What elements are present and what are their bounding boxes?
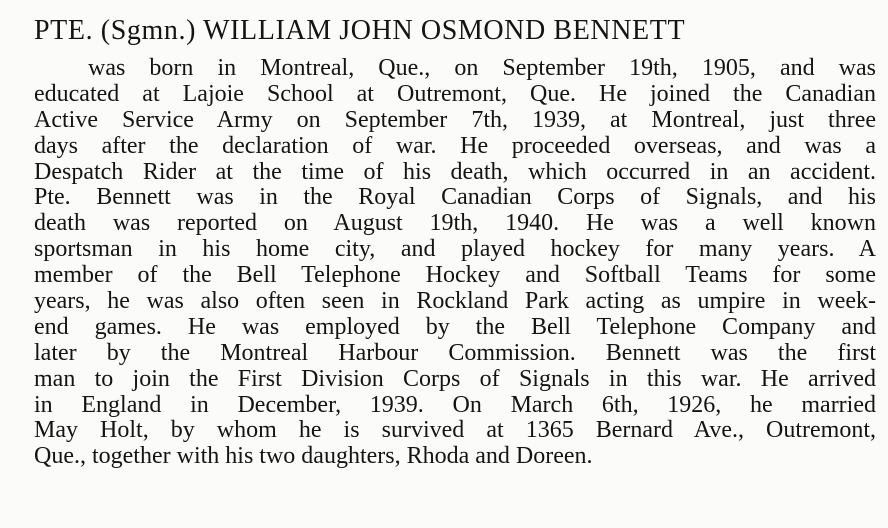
text-line: end games. He was employed by the Bell Telephone Company and [34, 314, 876, 340]
text-line: Que., together with his two daughters, Rhoda and Doreen. [34, 444, 593, 470]
text-line: Despatch Rider at the time of his death, which occurred in an accident. [34, 159, 876, 185]
text-line: days after the declaration of war. He proceeded overseas, and was a [34, 133, 876, 159]
rank-abbreviation: PTE. [34, 15, 94, 46]
text-line: was born in Montreal, Que., on September 19th, 1905, and was [88, 56, 876, 81]
text-line: sportsman in his home city, and played hockey for many years. A [34, 237, 876, 263]
text-line: years, he was also often seen in Rockland Park acting as umpire in week- [34, 289, 876, 315]
text-line: Pte. Bennett was in the Royal Canadian Corps of Signals, and his [34, 185, 876, 211]
biography-paragraph [34, 56, 876, 470]
rank-qualifier: (Sgmn.) [100, 15, 196, 46]
text-line: educated at Lajoie School at Outremont, Que. He joined the Canadian [34, 81, 876, 107]
text-line: May Holt, by whom he is survived at 1365 Bernard Ave., Outremont, [34, 418, 876, 444]
text-line: Active Service Army on September 7th, 1939, at Montreal, just three [34, 107, 876, 133]
text-line: in England in December, 1939. On March 6th, 1926, he married [34, 392, 876, 418]
text-line: man to join the First Division Corps of Signals in this war. He arrived [34, 366, 876, 392]
entry-heading [34, 14, 685, 48]
text-line: later by the Montreal Harbour Commission. Bennett was the first [34, 340, 876, 366]
person-name: WILLIAM JOHN OSMOND BENNETT [203, 15, 686, 46]
text-line: member of the Bell Telephone Hockey and Softball Teams for some [34, 263, 876, 289]
text-line: death was reported on August 19th, 1940. He was a well known [34, 211, 876, 237]
